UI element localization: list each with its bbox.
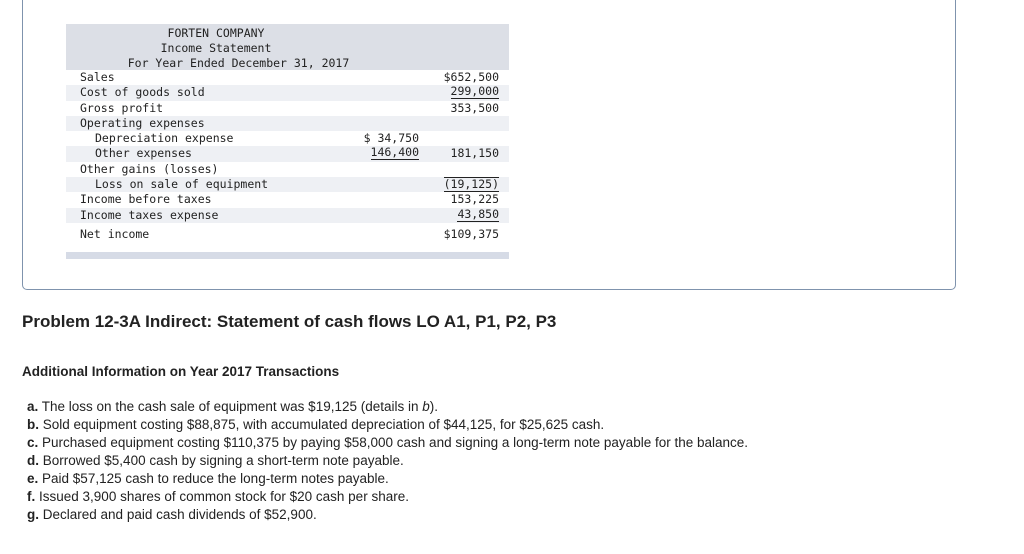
row-label: Income taxes expense: [80, 207, 219, 222]
list-item: [27, 470, 748, 488]
list-item: [27, 488, 748, 506]
row-operating-expenses: [66, 116, 509, 131]
row-label: Loss on sale of equipment: [95, 177, 269, 192]
row-label: Income before taxes: [80, 192, 212, 207]
statement-footer-bar: [66, 252, 509, 259]
income-statement: [66, 24, 509, 242]
additional-info-heading: Additional Information on Year 2017 Transactions: [22, 364, 340, 379]
row-amount: 43,850: [457, 206, 499, 221]
row-amount: (19,125): [443, 177, 499, 192]
item-text: Paid $57,125 cash to reduce the long-term notes payable.: [42, 471, 389, 486]
row-amount: $109,375: [443, 226, 499, 241]
row-depreciation: [66, 131, 509, 146]
row-amount: 353,500: [450, 100, 499, 115]
row-income-before-taxes: [66, 192, 509, 207]
list-item: [27, 416, 748, 434]
row-subamount: $ 34,750: [363, 131, 419, 146]
row-label: Other gains (losses): [80, 161, 219, 176]
row-net-income: [66, 223, 509, 242]
item-text: The loss on the cash sale of equipment was $19,125 (details in: [41, 399, 419, 414]
problem-title: Problem 12-3A Indirect: Statement of cash flows LO A1, P1, P2, P3: [22, 312, 557, 331]
row-label: Sales: [80, 70, 115, 84]
row-label: Depreciation expense: [95, 131, 234, 146]
item-text: Issued 3,900 shares of common stock for $20 cash per share.: [39, 489, 409, 504]
row-gross-profit: [66, 101, 509, 116]
row-label: Cost of goods sold: [80, 85, 205, 100]
list-item: [27, 452, 748, 470]
row-sales: [66, 70, 509, 85]
row-amount: 299,000: [450, 84, 499, 99]
row-other-expenses: [66, 146, 509, 161]
list-item: [27, 398, 748, 416]
statement-title: Income Statement: [160, 41, 272, 55]
row-label: Net income: [80, 226, 150, 241]
item-letter: c.: [27, 435, 39, 450]
item-letter: a.: [27, 399, 39, 414]
item-ref: b: [422, 399, 430, 414]
list-item: [27, 506, 748, 524]
row-amount: 181,150: [450, 146, 499, 161]
item-letter: f.: [27, 489, 36, 504]
item-text: Sold equipment costing $88,875, with accumulated depreciation of $44,125, for $25,625 cash.: [42, 417, 605, 432]
row-income-taxes: [66, 208, 509, 223]
row-amount: $652,500: [443, 70, 499, 84]
row-loss-on-sale: [66, 177, 509, 192]
transaction-list: [27, 398, 748, 524]
item-letter: b.: [27, 417, 39, 432]
item-letter: g.: [27, 507, 39, 522]
row-label: Gross profit: [80, 100, 164, 115]
row-cogs: [66, 85, 509, 100]
row-label: Operating expenses: [80, 115, 205, 130]
statement-header: [66, 24, 509, 70]
item-text: Declared and paid cash dividends of $52,900.: [42, 507, 317, 522]
item-text: Borrowed $5,400 cash by signing a short-term note payable.: [42, 453, 404, 468]
item-letter: e.: [27, 471, 39, 486]
row-label: Other expenses: [95, 146, 192, 161]
item-tail: ).: [429, 399, 439, 414]
row-amount: 153,225: [450, 192, 499, 207]
row-subamount: 146,400: [370, 145, 419, 160]
list-item: [27, 434, 748, 452]
item-text: Purchased equipment costing $110,375 by paying $58,000 cash and signing a long-term note payable for the balance.: [42, 435, 749, 450]
row-other-gains: [66, 162, 509, 177]
company-name: FORTEN COMPANY: [167, 26, 265, 40]
item-letter: d.: [27, 453, 39, 468]
statement-period: For Year Ended December 31, 2017: [127, 56, 350, 70]
